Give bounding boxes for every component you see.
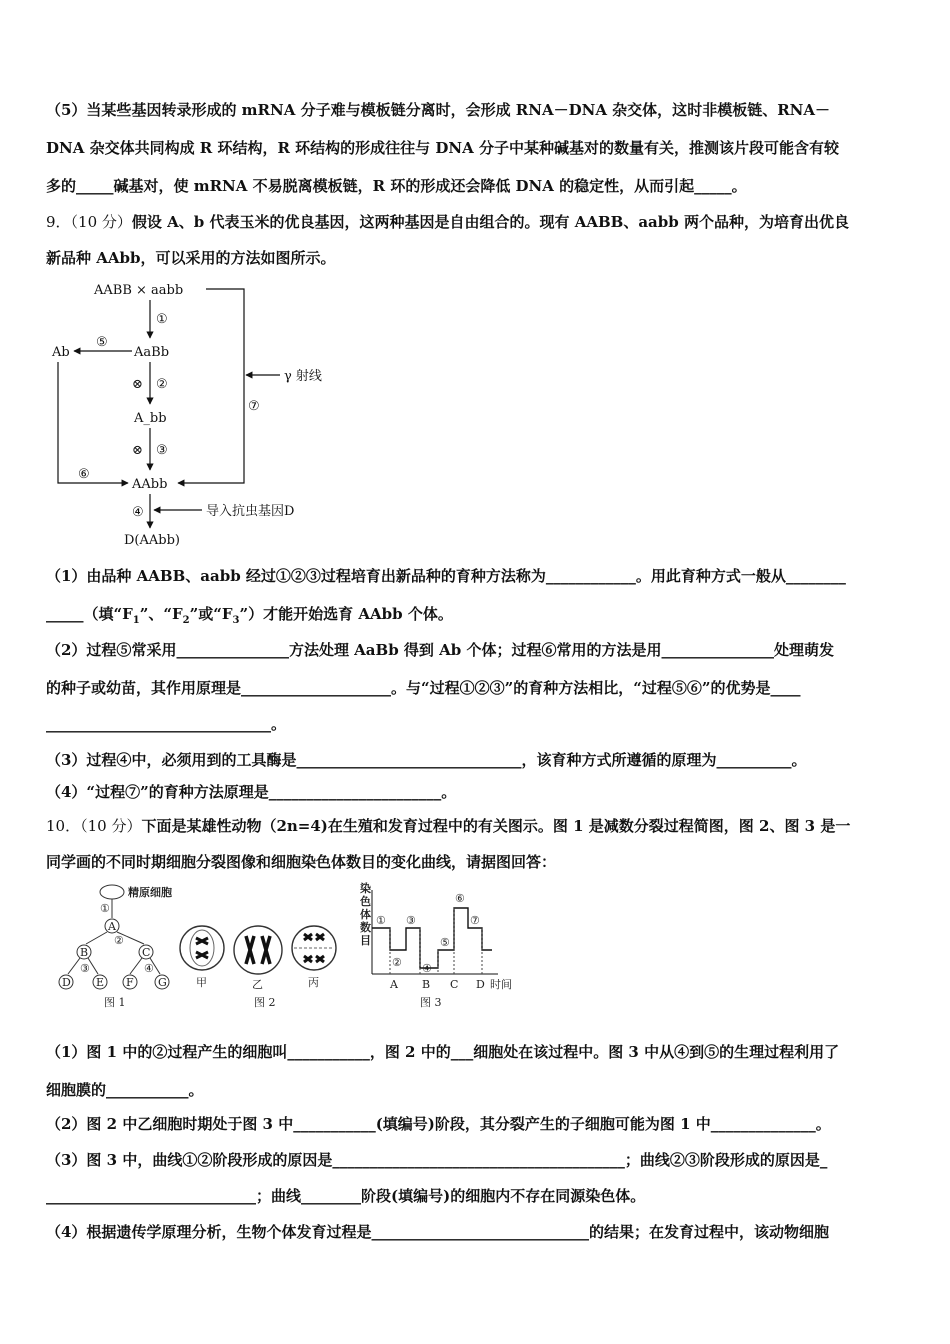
arrow-radiation-path (178, 289, 244, 483)
label-gamma: γ 射线 (284, 369, 322, 384)
fig1-label-b: B (80, 946, 89, 959)
label-step6: ⑥ (78, 467, 90, 482)
selfing-icon-2: ⊗ (132, 443, 143, 458)
q9-stem-text: 假设 A、b 代表玉米的优良基因，这两种基因是自由组合的。现有 AABB、aabb 两个品种，为培育出优良 (131, 213, 849, 231)
q9-p1-text-b: ”、“F (139, 605, 183, 623)
selfing-icon-1: ⊗ (132, 377, 143, 392)
figure-1 (59, 885, 172, 1009)
q10-p3-line2: ____________________________；曲线________阶段(填编号)的细胞内不存在同源染色体。 (46, 1187, 646, 1205)
q9-number: 9． (46, 213, 71, 231)
fig3-tick-b: B (422, 978, 431, 991)
q8-part5-line2: DNA 杂交体共同构成 R 环结构，R 环结构的形成往往与 DNA 分子中某种碱基对的数量有关，推测该片段可能含有较 (46, 139, 839, 157)
q9-p2-line1: （2）过程⑤常采用_______________方法处理 AaBb 得到 Ab 个体；过程⑥常用的方法是用_______________处理萌发 (46, 641, 834, 659)
fig1-label-e: E (96, 976, 105, 989)
fig3-s7: ⑦ (470, 914, 480, 927)
cell-yi (234, 926, 282, 974)
sub-2: 2 (182, 615, 190, 626)
fig1-caption: 图 1 (104, 996, 126, 1009)
fig3-ylabel: 染色体数目 (360, 882, 371, 947)
fig1-label-d: D (62, 976, 71, 989)
fig3-s3: ③ (406, 914, 416, 927)
diagram-ab: Ab (52, 345, 70, 360)
fig1-label-g: G (158, 976, 167, 989)
fig1-link-c-f (130, 958, 142, 974)
q10-stem-line2: 同学画的不同时期细胞分裂图像和细胞染色体数目的变化曲线，请据图回答： (46, 853, 557, 871)
q9-p1-text-d: ”）才能开始选育 AAbb 个体。 (239, 605, 453, 623)
fig2-label-yi: 乙 (252, 978, 263, 991)
fig2-label-bing: 丙 (308, 976, 319, 989)
q9-p1-line2 (46, 604, 453, 631)
diagram-f1: AaBb (134, 345, 170, 360)
fig1-label-c: C (142, 946, 151, 959)
diagram-final: D(AAbb) (124, 533, 180, 548)
fig1-link-a-b (86, 932, 107, 944)
q9-stem-line1 (46, 212, 849, 232)
label-step7: ⑦ (248, 399, 260, 414)
q9-p2-line3: ______________________________。 (46, 715, 287, 733)
fig3-s2: ② (392, 956, 402, 969)
cell-jia (180, 926, 224, 970)
q9-p1-line1: （1）由品种 AABB、aabb 经过①②③过程培育出新品种的育种方法称为____________。用此育种方式一般从________ (46, 567, 846, 585)
cell-jia-chromosomes (196, 938, 208, 958)
fig3-tick-d: D (476, 978, 485, 991)
q9-p1-text-c: ”或“F (189, 605, 233, 623)
q10-stem-text: 下面是某雄性动物（2n=4)在生殖和发育过程中的有关图示。图 1 是减数分裂过程简图，图 2、图 3 是一 (141, 817, 851, 835)
q10-score: （10 分） (80, 817, 142, 835)
label-step3: ③ (156, 443, 168, 458)
sub-1: 1 (132, 615, 140, 626)
fig1-link-b-d (68, 958, 80, 974)
q9-p1-text-a: _____（填“F (46, 605, 133, 623)
fig2-label-jia: 甲 (196, 976, 207, 989)
sub-3: 3 (232, 615, 240, 626)
fig3-tick-c: C (450, 978, 459, 991)
fig1-s3: ③ (80, 962, 90, 975)
fig1-root-label: 精原细胞 (128, 886, 172, 899)
figure-2 (180, 926, 336, 1009)
q10-p4-line: （4）根据遗传学原理分析，生物个体发育过程是_____________________________的结果；在发育过程中，该动物细胞 (46, 1223, 829, 1241)
diagram-a-bb: A_bb (134, 411, 167, 426)
label-step4: ④ (132, 505, 144, 520)
q10-p2-line: （2）图 2 中乙细胞时期处于图 3 中___________(填编号)阶段，其分裂产生的子细胞可能为图 1 中______________。 (46, 1115, 831, 1133)
fig1-label-a: A (108, 920, 116, 933)
q10-p1-line2: 细胞膜的___________。 (46, 1081, 204, 1099)
label-import-gene: 导入抗虫基因D (206, 504, 295, 519)
q10-p1-line1: （1）图 1 中的②过程产生的细胞叫___________，图 2 中的___细胞处在该过程中。图 3 中从④到⑤的生理过程利用了 (46, 1043, 840, 1061)
fig3-s4: ④ (422, 962, 432, 975)
label-step1: ① (156, 312, 168, 327)
fig3-s6: ⑥ (455, 892, 465, 905)
label-step2: ② (156, 377, 168, 392)
q9-stem-line2: 新品种 AAbb，可以采用的方法如图所示。 (46, 249, 336, 267)
fig2-caption: 图 2 (254, 996, 276, 1009)
q9-score: （10 分） (70, 213, 132, 231)
q10-stem-line1 (46, 816, 850, 836)
q8-part5-line3: 多的_____碱基对，使 mRNA 不易脱离模板链，R 环的形成还会降低 DNA 的稳定性，从而引起_____。 (46, 177, 747, 195)
arrow-ab-aabb (58, 362, 128, 483)
label-step5: ⑤ (96, 335, 108, 350)
q8-part5-line1: （5）当某些基因转录形成的 mRNA 分子难与模板链分离时，会形成 RNA－DNA 杂交体，这时非模板链、RNA－ (46, 101, 831, 119)
spermatogonium-cell (100, 885, 124, 899)
fig3-s5: ⑤ (440, 936, 450, 949)
q9-p3-line: （3）过程④中，必须用到的工具酶是______________________________，该育种方式所遵循的原理为__________。 (46, 751, 807, 769)
figure-3 (360, 881, 512, 1009)
q10-figures (50, 880, 520, 1014)
q9-p2-line2: 的种子或幼苗，其作用原理是____________________。与“过程①②③”的育种方法相比，“过程⑤⑥”的优势是____ (46, 679, 801, 697)
q10-p3-line1: （3）图 3 中，曲线①②阶段形成的原因是_______________________________________；曲线②③阶段形成的原因是_ (46, 1151, 828, 1169)
fig3-tick-a: A (390, 978, 398, 991)
diagram-aabb-target: AAbb (132, 477, 168, 492)
breeding-diagram (48, 278, 348, 548)
fig3-xlabel: 时间 (490, 978, 512, 991)
cell-yi-chromosomes (246, 936, 270, 964)
fig1-s2: ② (114, 934, 124, 947)
fig3-caption: 图 3 (420, 996, 442, 1009)
q10-number: 10． (46, 817, 81, 835)
q9-p4-line: （4）“过程⑦”的育种方法原理是_______________________。 (46, 783, 457, 801)
fig3-s1: ① (376, 914, 386, 927)
fig1-s1: ① (100, 902, 110, 915)
fig1-label-f: F (126, 976, 134, 989)
fig1-s4: ④ (144, 962, 154, 975)
diagram-parents: AABB × aabb (94, 283, 184, 298)
cell-jia-spindle (190, 930, 214, 966)
